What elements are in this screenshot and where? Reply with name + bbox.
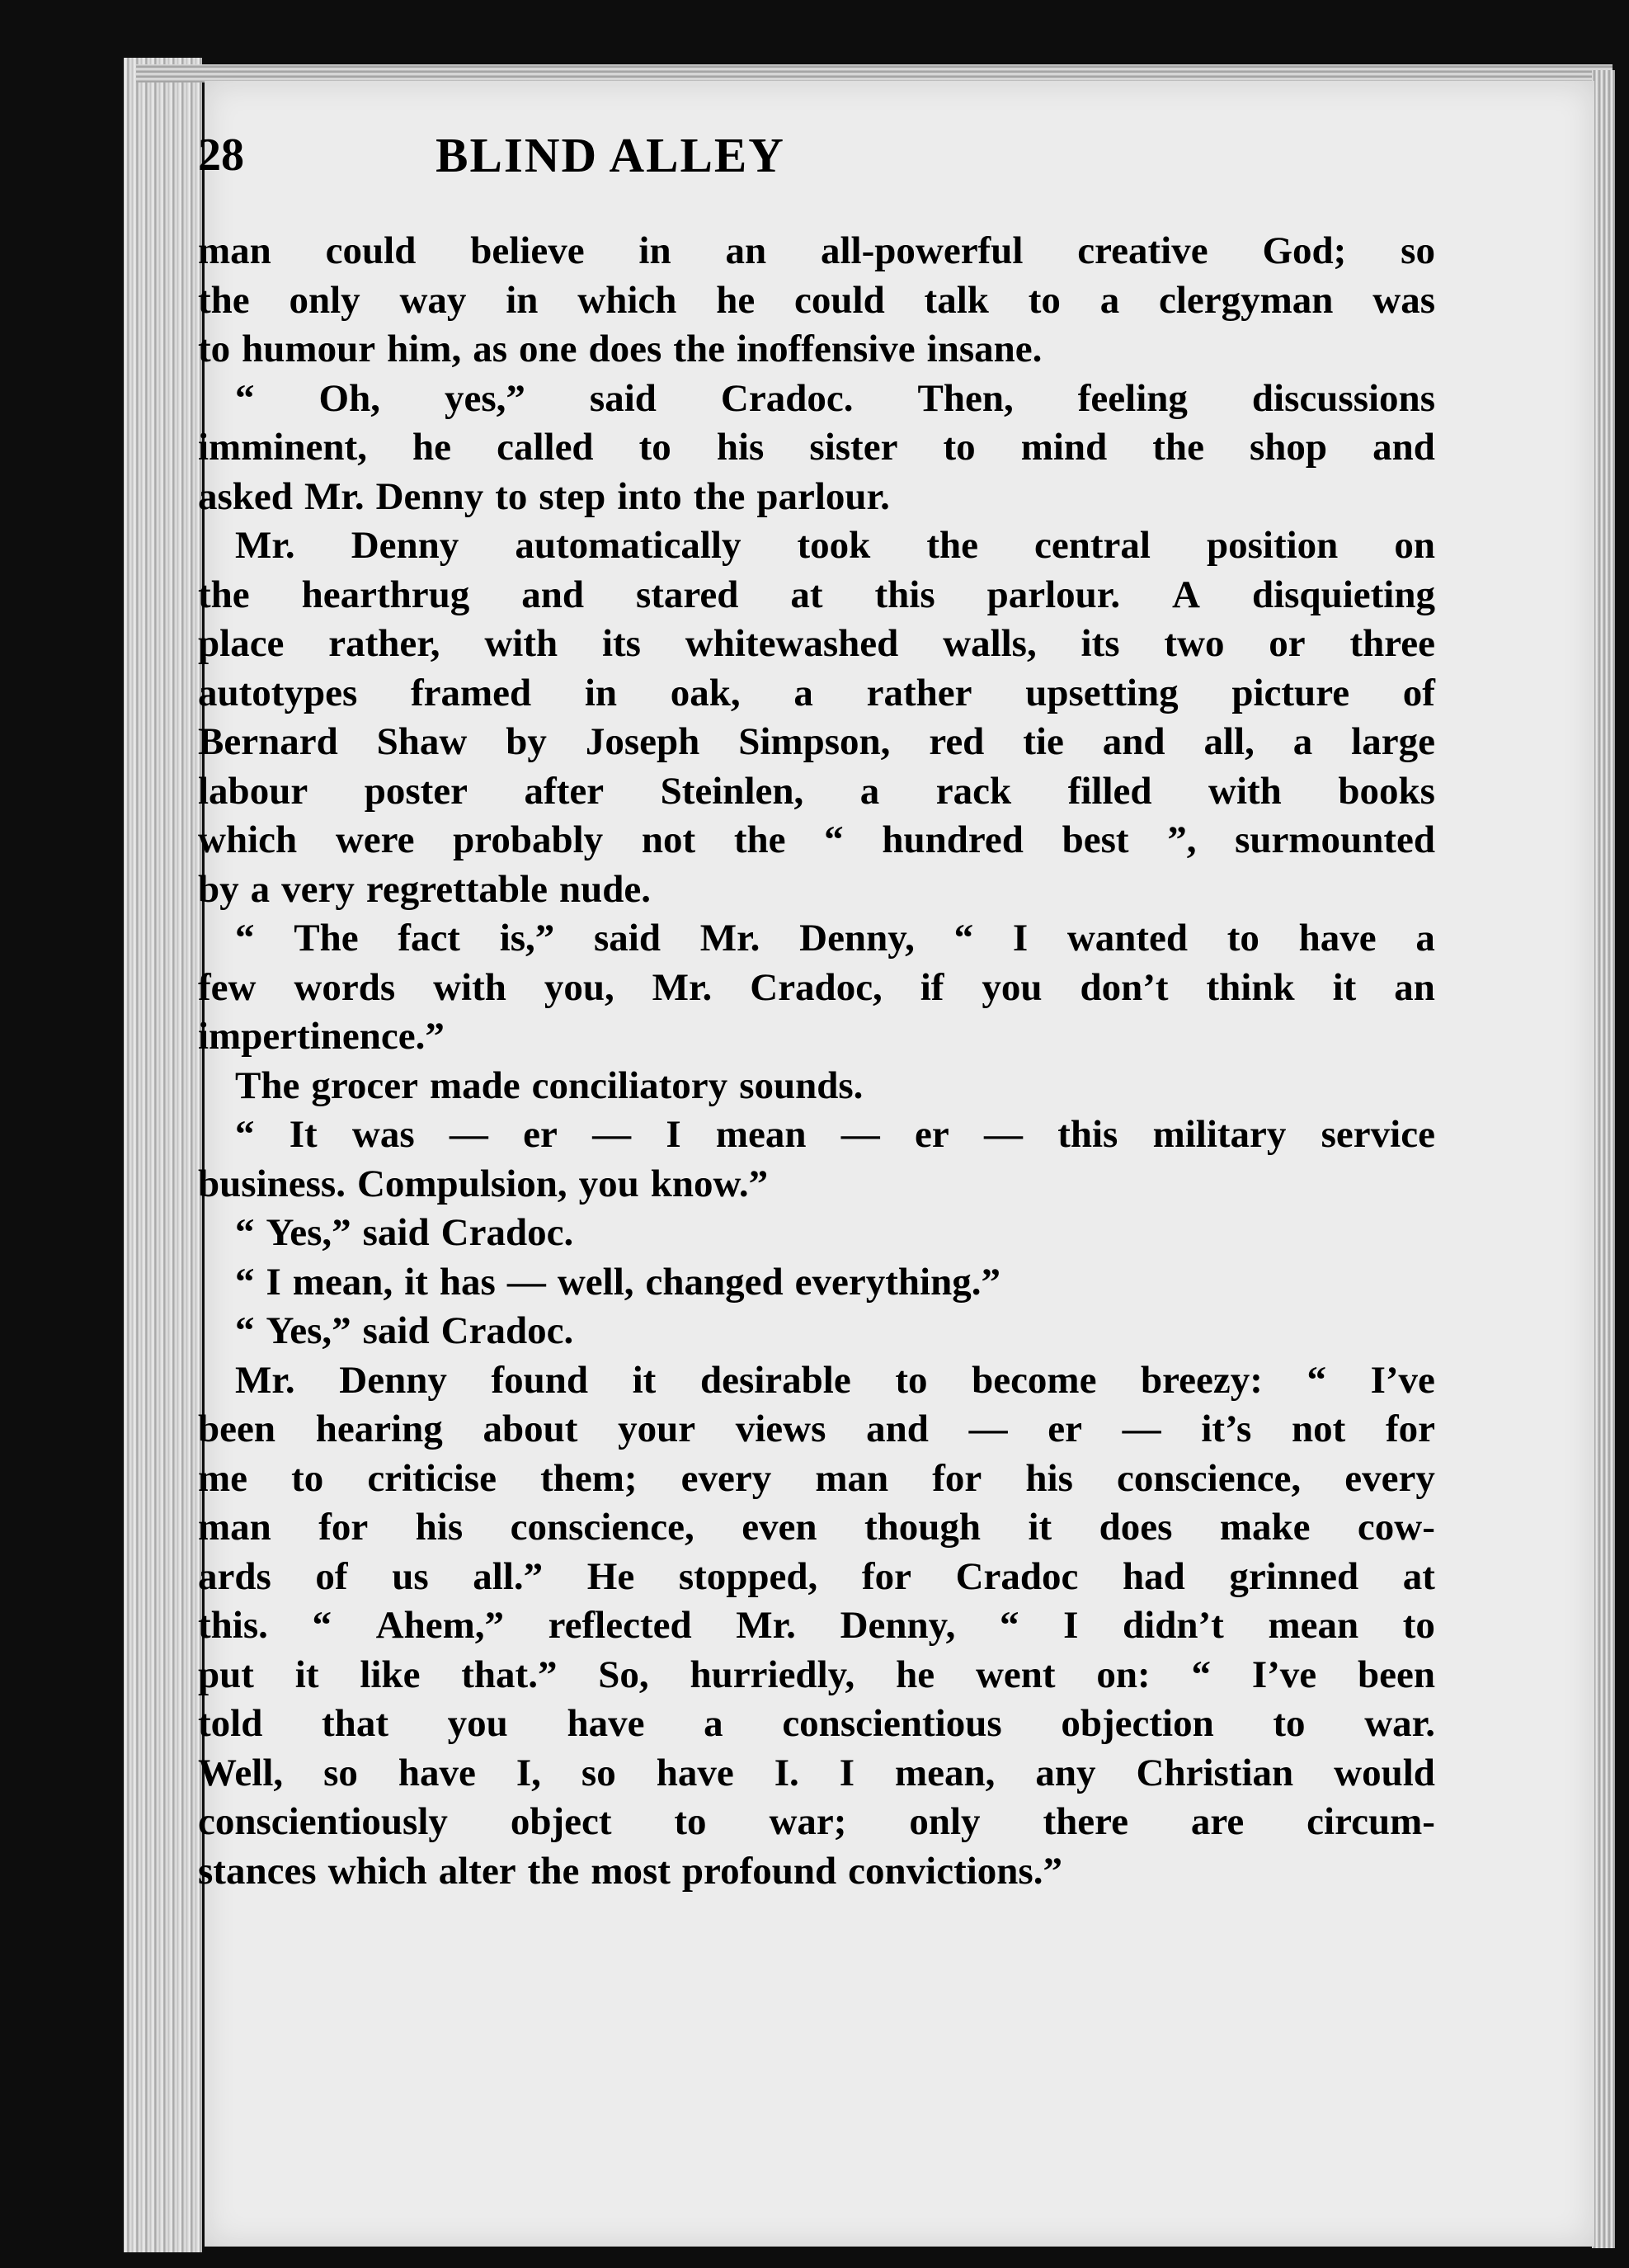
text-line: man could believe in an all-powerful creative God; so [198,229,1435,272]
text-line: Mr. Denny automatically took the central position on [235,524,1435,567]
text-line: “ The fact is,” said Mr. Denny, “ I wanted to have a [235,917,1435,960]
text-line: asked Mr. Denny to step into the parlour. [198,474,890,518]
text-line: “ I mean, it has — well, changed everything.” [235,1260,1000,1304]
text-line: autotypes framed in oak, a rather upsetting picture of [198,671,1435,714]
page-number: 28 [198,130,244,181]
text-line: which were probably not the “ hundred best ”, surmounted [198,818,1435,861]
running-head [198,122,1431,188]
text-line: Mr. Denny found it desirable to become breezy: “ I’ve [235,1358,1435,1402]
text-line: imminent, he called to his sister to mind the shop and [198,426,1435,469]
text-line: “ Yes,” said Cradoc. [235,1309,574,1352]
text-line: the hearthrug and stared at this parlour. A disquieting [198,573,1435,616]
text-line: ards of us all.” He stopped, for Cradoc had grinned at [198,1554,1435,1598]
text-line: Well, so have I, so have I. I mean, any Christian would [198,1751,1435,1794]
text-line: labour poster after Steinlen, a rack filled with books [198,769,1435,813]
text-line: “ Oh, yes,” said Cradoc. Then, feeling discussions [235,376,1435,420]
text-line: the only way in which he could talk to a clergyman was [198,278,1435,322]
text-line: conscientiously object to war; only there are circum- [198,1800,1435,1843]
book-spine-edge [124,58,202,2252]
text-line: business. Compulsion, you know.” [198,1162,769,1205]
text-line: to humour him, as one does the inoffensive insane. [198,328,1043,370]
text-line: “ Yes,” said Cradoc. [235,1211,574,1254]
text-line: “ It was — er — I mean — er — this military service [235,1113,1435,1156]
text-line: told that you have a conscientious objection to war. [198,1702,1435,1745]
book-right-edge [1592,70,1615,2248]
text-line: me to criticise them; every man for his conscience, every [198,1456,1435,1500]
text-line: impertinence.” [198,1015,445,1058]
text-line: been hearing about your views and — er — it’s not for [198,1407,1435,1450]
text-line: few words with you, Mr. Cradoc, if you don’t think it an [198,965,1435,1009]
book-top-edge [136,64,1613,83]
text-line: stances which alter the most profound convictions.” [198,1849,1062,1893]
body-text [198,227,1435,1896]
text-line: man for his conscience, even though it does make cow- [198,1506,1435,1549]
text-line: The grocer made conciliatory sounds. [235,1063,864,1107]
book-title: BLIND ALLEY [435,128,785,182]
text-line: put it like that.” So, hurriedly, he went on: “ I’ve been [198,1653,1435,1696]
text-line: place rather, with its whitewashed walls, its two or three [198,622,1435,665]
text-line: this. “ Ahem,” reflected Mr. Denny, “ I didn’t mean to [198,1604,1435,1647]
text-line: by a very regrettable nude. [198,867,652,911]
text-line: Bernard Shaw by Joseph Simpson, red tie and all, a large [198,720,1435,763]
